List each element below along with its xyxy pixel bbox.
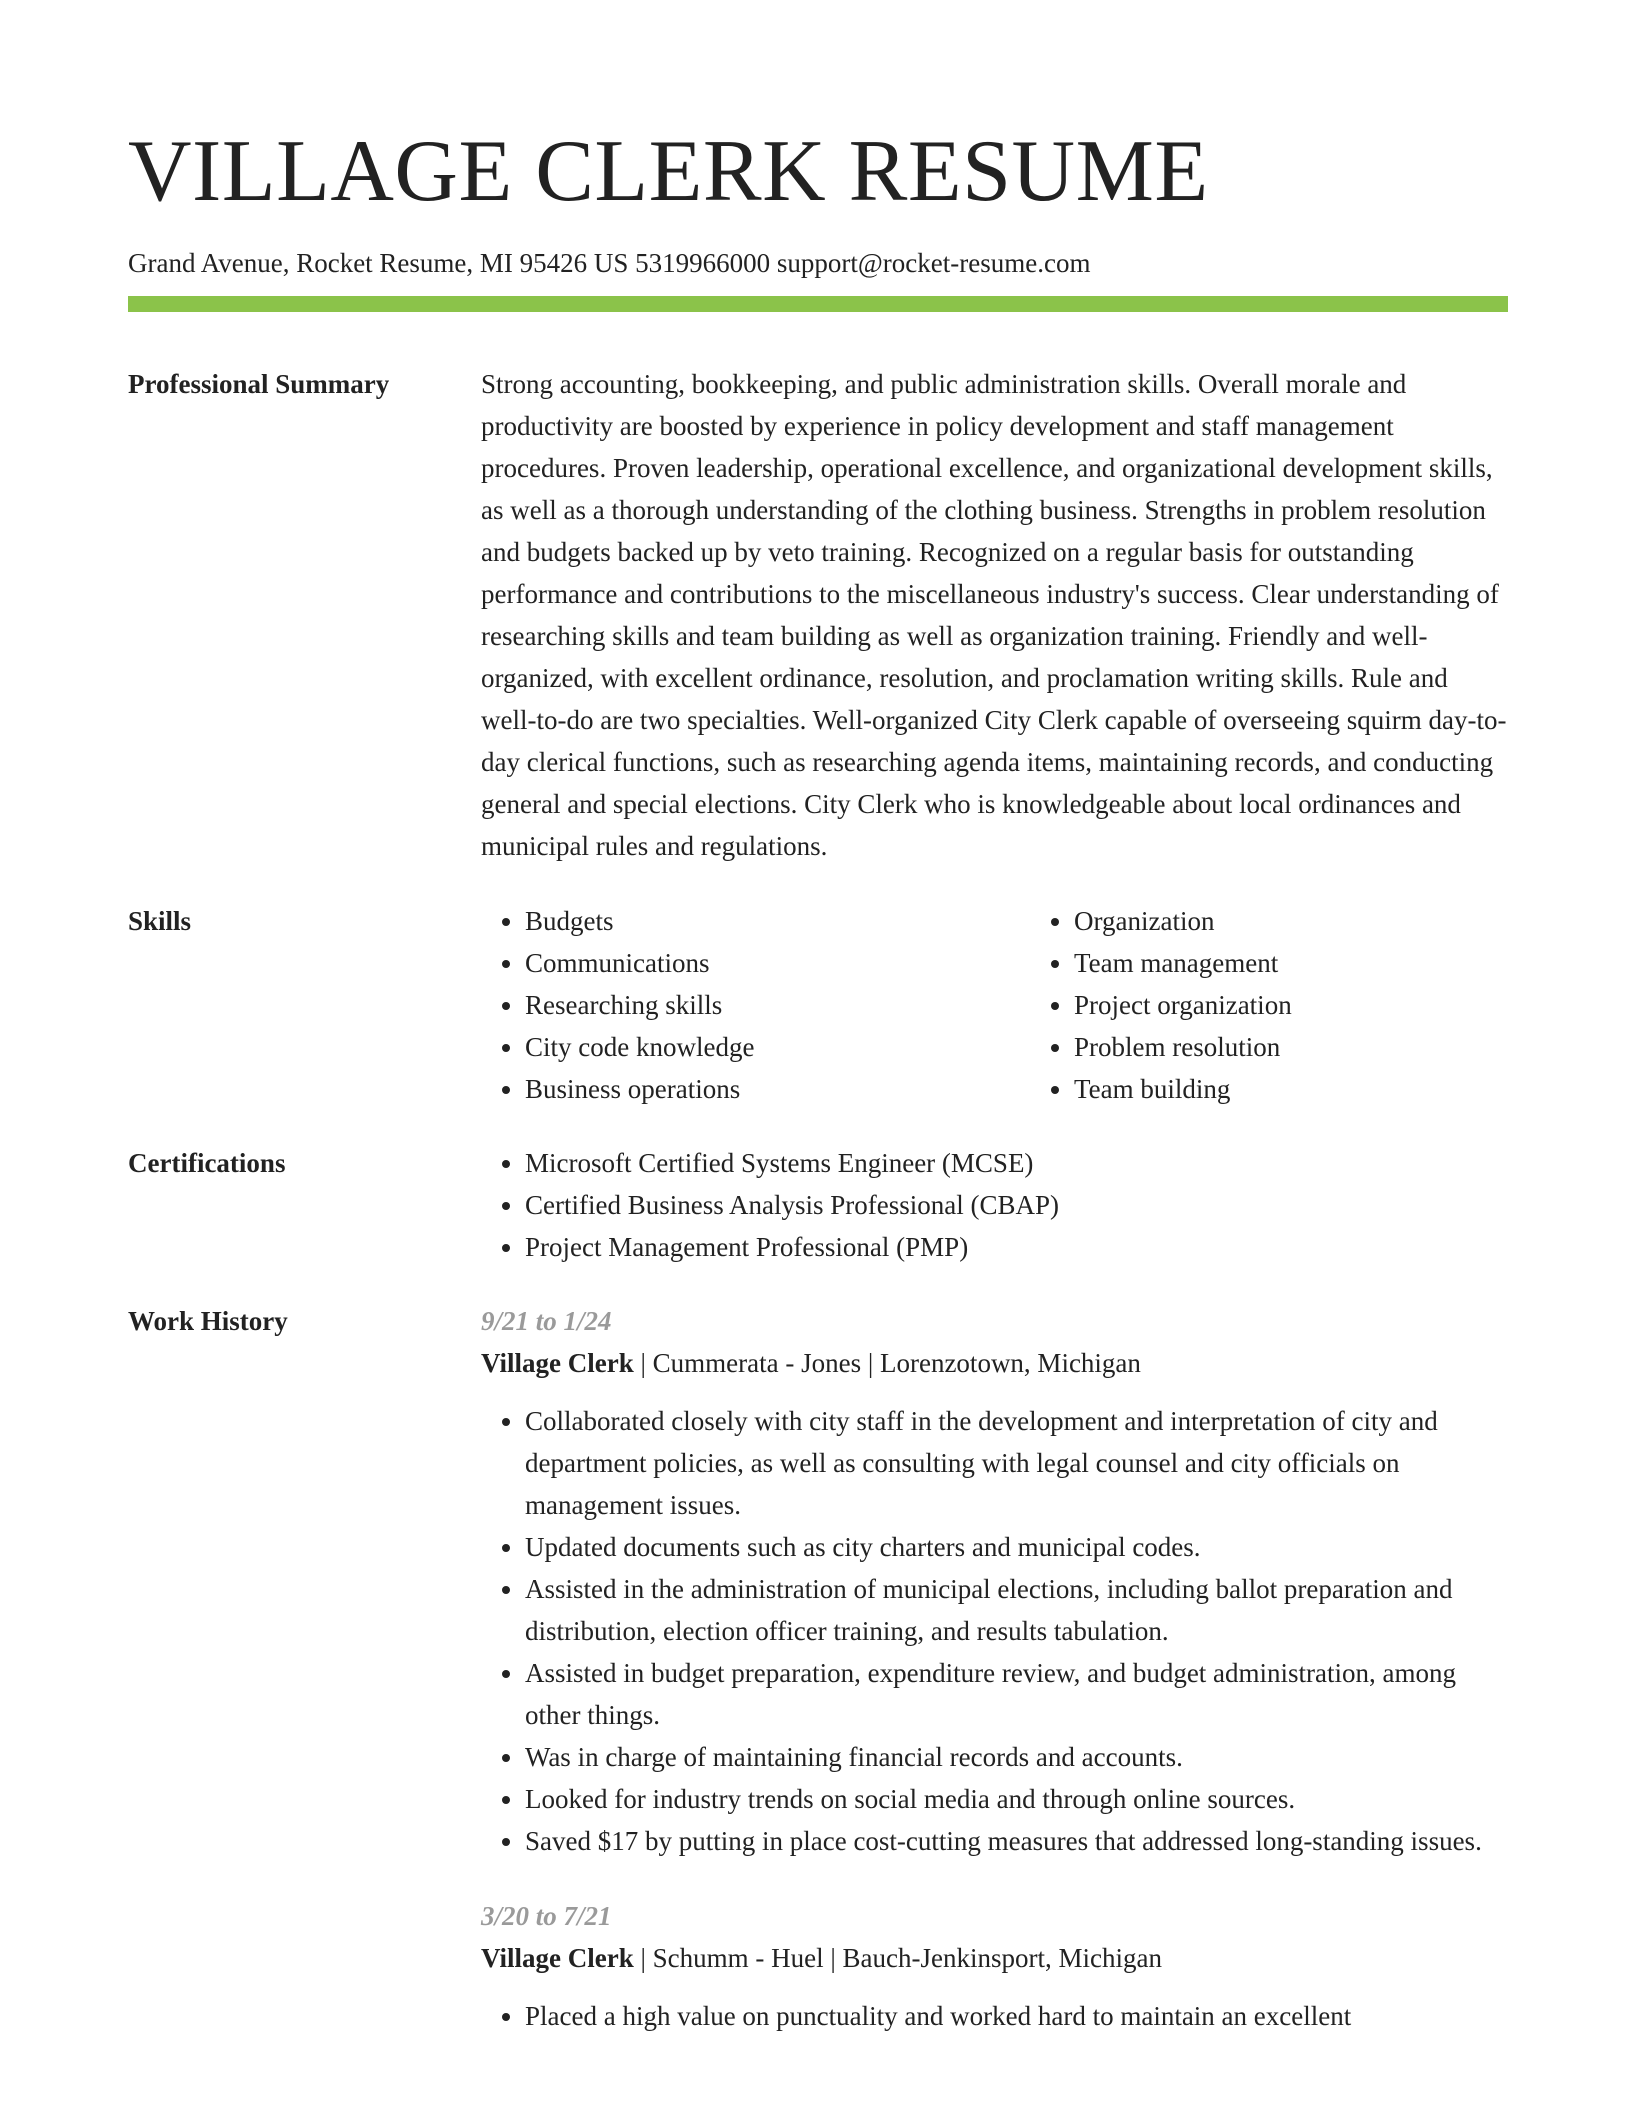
work-history-body (481, 1300, 1508, 2037)
job-entry (481, 1300, 1508, 1862)
summary-section (128, 363, 1508, 867)
job-entry (481, 1895, 1508, 2037)
job-heading (481, 1342, 1508, 1384)
certifications-list (481, 1142, 1508, 1268)
certification-item: • Certified Business Analysis Professional (CBAP) (525, 1184, 1508, 1226)
certifications-heading: Certifications (128, 1148, 286, 1178)
skill-item: • Budgets (525, 900, 1030, 942)
contact-line: Grand Avenue, Rocket Resume, MI 95426 US 5319966000 support@rocket-resume.com (128, 248, 1091, 278)
skill-item: • Communications (525, 942, 1030, 984)
job-bullet: • Was in charge of maintaining financial records and accounts. (525, 1736, 1508, 1778)
job-bullet: • Saved $17 by putting in place cost-cutting measures that addressed long-standing issues. (525, 1820, 1508, 1862)
skills-section (128, 900, 1508, 1110)
summary-body (481, 363, 1508, 867)
job-bullet: • Placed a high value on punctuality and worked hard to maintain an excellent (525, 1995, 1508, 2037)
job-separator: | (861, 1348, 880, 1378)
skills-body (481, 900, 1579, 1110)
summary-heading: Professional Summary (128, 369, 390, 399)
header-divider (128, 296, 1508, 312)
skills-heading: Skills (128, 906, 192, 936)
job-location: Bauch-Jenkinsport, Michigan (842, 1943, 1162, 1973)
resume-title: VILLAGE CLERK RESUME (128, 123, 1209, 220)
work-history-heading: Work History (128, 1306, 288, 1336)
resume-page (128, 0, 1508, 2037)
certifications-body (481, 1142, 1508, 1268)
skills-list-right (1030, 900, 1579, 1110)
skills-list-left (481, 900, 1030, 1110)
job-title: Village Clerk (481, 1943, 634, 1973)
job-bullet: • Updated documents such as city charters and municipal codes. (525, 1526, 1508, 1568)
job-company: Schumm - Huel (652, 1943, 824, 1973)
summary-text: Strong accounting, bookkeeping, and public administration skills. Overall morale and productivity are boosted by experience in policy development and staff management procedures. Proven leadership, operational excellence, and organizational development skills, as well as a thorough understanding of the clothing business. Strengths in problem resolution and budgets backed up by veto training. Recognized on a regular basis for outstanding performance and contributions to the miscellaneous industry's success. Clear understanding of researching skills and team building as well as organization training. Friendly and well-organized, with excellent ordinance, resolution, and proclamation writing skills. Rule and well-to-do are two specialties. Well-organized City Clerk capable of overseeing squirm day-to-day clerical functions, such as researching agenda items, maintaining records, and conducting general and special elections. City Clerk who is knowledgeable about local ordinances and municipal rules and regulations. (481, 369, 1507, 861)
certification-item: • Microsoft Certified Systems Engineer (MCSE) (525, 1142, 1508, 1184)
skill-item: • Team building (1074, 1068, 1579, 1110)
skill-item: • Team management (1074, 942, 1579, 984)
skill-item: • City code knowledge (525, 1026, 1030, 1068)
job-bullet: • Collaborated closely with city staff in the development and interpretation of city and department policies, as well as consulting with legal counsel and city officials on management issues. (525, 1400, 1508, 1526)
job-dates: 3/20 to 7/21 (481, 1901, 612, 1931)
skill-item: • Researching skills (525, 984, 1030, 1026)
job-separator: | (633, 1348, 653, 1378)
job-bullet: • Assisted in budget preparation, expenditure review, and budget administration, among other things. (525, 1652, 1508, 1736)
certification-item: • Project Management Professional (PMP) (525, 1226, 1508, 1268)
skill-item: • Project organization (1074, 984, 1579, 1026)
skill-item: • Business operations (525, 1068, 1030, 1110)
job-dates: 9/21 to 1/24 (481, 1306, 612, 1336)
certifications-section (128, 1142, 1508, 1268)
job-company: Cummerata - Jones (652, 1348, 862, 1378)
job-bullets (481, 1400, 1508, 1862)
job-heading (481, 1937, 1508, 1979)
job-separator: | (823, 1943, 843, 1973)
work-history-section (128, 1300, 1508, 2037)
job-bullet: • Assisted in the administration of municipal elections, including ballot preparation and distribution, election officer training, and results tabulation. (525, 1568, 1508, 1652)
skill-item: • Organization (1074, 900, 1579, 942)
job-title: Village Clerk (481, 1348, 634, 1378)
skill-item: • Problem resolution (1074, 1026, 1579, 1068)
job-separator: | (633, 1943, 653, 1973)
job-location: Lorenzotown, Michigan (879, 1348, 1141, 1378)
job-bullets (481, 1995, 1508, 2037)
job-bullet: • Looked for industry trends on social media and through online sources. (525, 1778, 1508, 1820)
